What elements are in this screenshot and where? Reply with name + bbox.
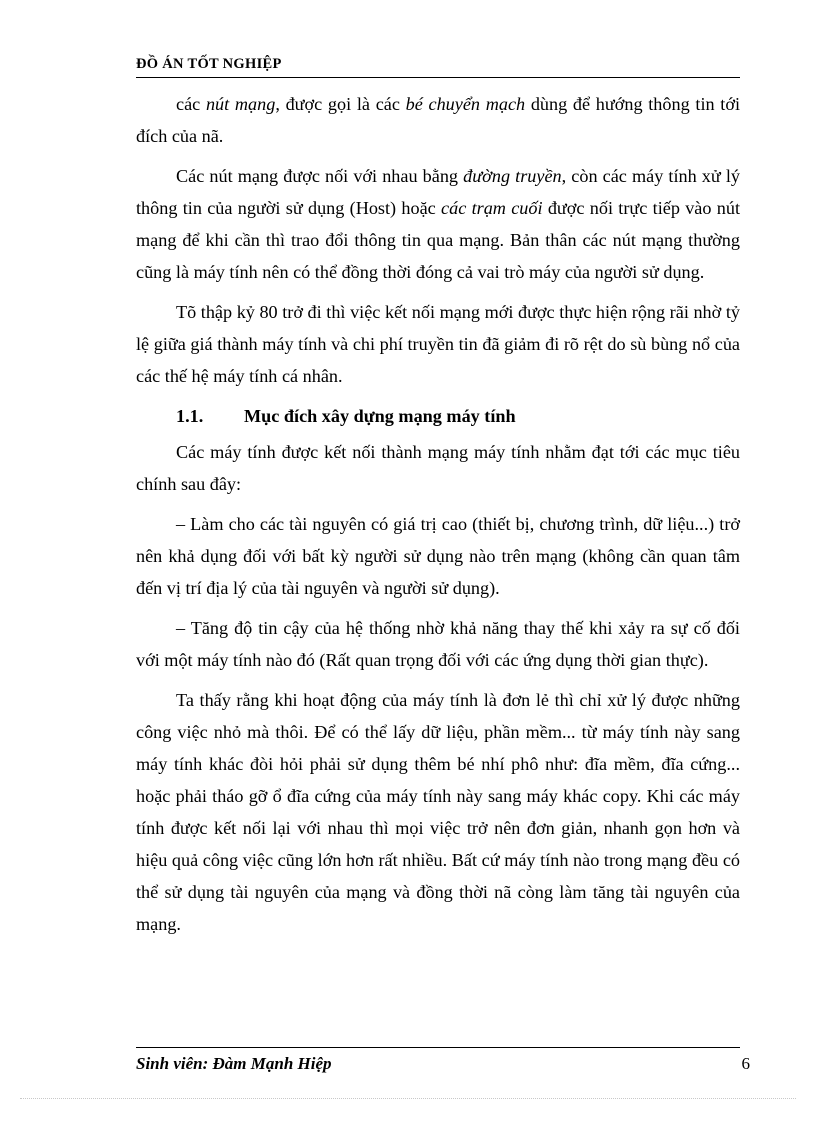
- paragraph-4: Các máy tính được kết nối thành mạng máy tính nhằm đạt tới các mục tiêu chính sau đây:: [136, 442, 740, 494]
- paragraph-5: – Làm cho các tài nguyên có giá trị cao (thiết bị, chương trình, dữ liệu...) trở nên khả dụng đối với bất kỳ người sử dụng nào trên mạng (không cần quan tâm đến vị trí địa lý của tài nguyên và người sử dụng).: [136, 514, 740, 598]
- page-header: [136, 56, 740, 78]
- section-heading: [136, 400, 740, 432]
- footer-divider: [136, 1047, 740, 1048]
- emphasis-text: đường truyền: [463, 166, 562, 186]
- section-number: 1.1.: [176, 406, 204, 426]
- paragraph-3: Tõ thập kỷ 80 trở đi thì việc kết nối mạng mới được thực hiện rộng rãi nhờ tỷ lệ giữa giá thành máy tính và chi phí truyền tin đã giảm đi rõ rệt do sù bùng nổ của các thế hệ máy tính cá nhân.: [136, 302, 740, 386]
- emphasis-text: bé chuyển mạch: [405, 94, 526, 114]
- text-run: các: [176, 94, 206, 114]
- header-title: ĐỒ ÁN TỐT NGHIỆP: [136, 56, 282, 72]
- emphasis-text: các trạm cuối: [441, 198, 543, 218]
- paragraph-7: Ta thấy rằng khi hoạt động của máy tính là đơn lẻ thì chỉ xử lý được những công việc nhỏ mà thôi. Để có thể lấy dữ liệu, phần mềm... từ máy tính này sang máy tính khác đòi hỏi phải sử dụng thêm bé nhí phô như: đĩa mềm, đĩa cứng... hoặc phải tháo gỡ ổ đĩa cứng của máy tính này sang máy khác copy. Khi các máy tính được kết nối lại với nhau thì mọi việc trở nên đơn giản, nhanh gọn hơn và hiệu quả công việc cũng lớn hơn rất nhiều. Bất cứ máy tính nào trong mạng đều có thể sử dụng tài nguyên của mạng và đồng thời nã còng làm tăng tài nguyên của mạng.: [136, 690, 740, 934]
- page-body: [136, 88, 740, 948]
- footer-author: Sinh viên: Đàm Mạnh Hiệp: [136, 1054, 332, 1073]
- section-title: Mục đích xây dựng mạng máy tính: [244, 406, 516, 426]
- text-run: , còn các máy tính xử lý thông tin của người sử dụng (Host) hoặc: [136, 166, 740, 218]
- page-edge-divider: [20, 1098, 796, 1099]
- text-run: , được gọi là các: [275, 94, 406, 114]
- text-run: được nối trực tiếp vào nút mạng để khi cần thì trao đổi thông tin qua mạng. Bản thân các nút mạng thường cũng là máy tính nên có thể đồng thời đóng cả vai trò máy của người sử dụng.: [136, 198, 740, 282]
- paragraph-6: – Tăng độ tin cậy của hệ thống nhờ khả năng thay thế khi xảy ra sự cố đối với một máy tính nào đó (Rất quan trọng đối với các ứng dụng thời gian thực).: [136, 618, 740, 670]
- text-run: dùng để hướng thông tin tới đích của nã.: [136, 94, 741, 146]
- emphasis-text: nút mạng: [205, 94, 276, 114]
- paragraph-1: [136, 88, 740, 152]
- paragraph-2: [136, 160, 740, 288]
- text-run: Các nút mạng được nối với nhau bằng: [176, 166, 464, 186]
- page-number: 6: [741, 1054, 750, 1073]
